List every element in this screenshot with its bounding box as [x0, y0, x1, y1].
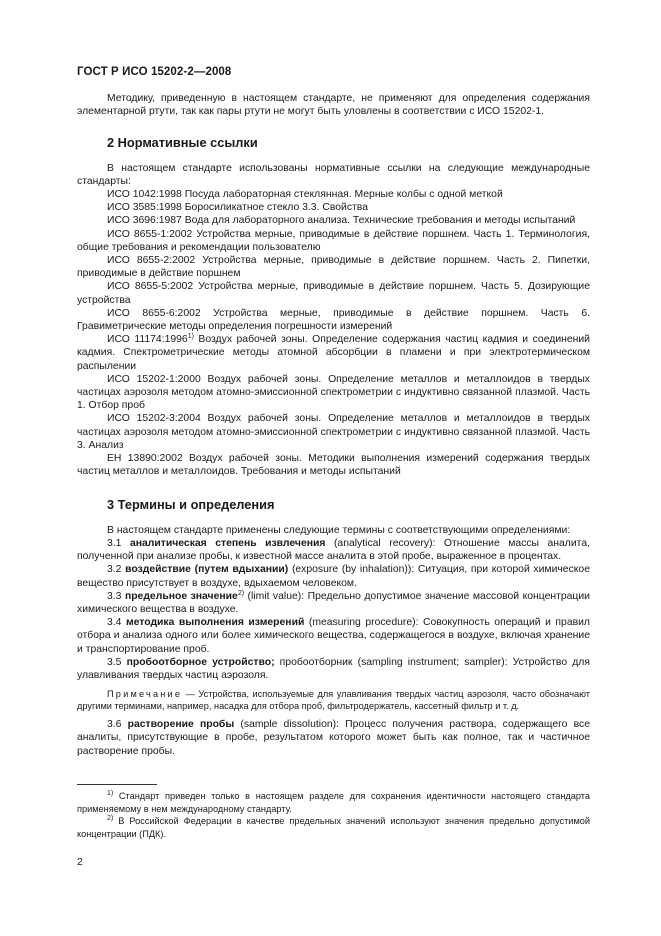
term-number: 3.6 [107, 719, 128, 731]
term-number: 3.3 [107, 590, 125, 602]
term-name: воздействие (путем вдыхании) [125, 564, 289, 576]
reference-item: ИСО 3585:1998 Боросиликатное стекло 3.3. Свойства [107, 202, 368, 214]
term-3-6 [77, 718, 590, 758]
note-paragraph [77, 688, 590, 712]
footnote-text: В Российской Федерации в качестве предельных значений используют значения предельно допустимой концентрации (ПДК). [77, 816, 590, 839]
term-definition: (sample dissolution): Процесс получения раствора, содержащего все аналиты, присутствующие в пробе, результатом которого может быть как полное, так и частичное растворение пробы. [77, 719, 590, 757]
reference-code: ИСО 11174:1996 [107, 334, 188, 346]
reference-item: ИСО 8655-2:2002 Устройства мерные, приводимые в действие поршнем. Часть 2. Пипетки, приводимые в действие поршнем [77, 255, 590, 280]
term-number: 3.4 [107, 617, 126, 629]
page-number: 2 [77, 856, 83, 868]
term-3-4 [77, 616, 590, 656]
term-3-3 [77, 590, 590, 616]
term-3-2 [77, 563, 590, 589]
reference-text: Воздух рабочей зоны. Определение содержания частиц кадмия и соединений кадмия. Спектрометрические методы атомной абсорбции в пламени и при электротермическом распылении [77, 334, 590, 372]
footnote-2 [77, 815, 590, 840]
term-definition: (measuring procedure): Совокупность операций и правил отбора и анализа одного или более химического вещества, содержащегося в воздухе, включая хранение и транспортирование проб. [77, 617, 590, 655]
reference-item: ЕН 13890:2002 Воздух рабочей зоны. Методики выполнения измерений содержания твердых частиц металлов и металлоидов. Требования и методы испытаний [77, 453, 590, 478]
footnote-divider [77, 784, 157, 785]
term-definition: пробоотборник (sampling instrument; sampler): Устройство для улавливания твердых частиц аэрозоля. [77, 656, 590, 681]
term-definition: (analytical recovery): Отношение массы аналита, полученной при анализе пробы, к известной массе аналита в этой пробе, выраженное в процентах. [77, 537, 590, 563]
section-3-lead: В настоящем стандарте применены следующие термины с соответствующими определениями: [107, 524, 571, 536]
document-header: ГОСТ Р ИСО 15202-2—2008 [77, 66, 232, 78]
reference-item: ИСО 8655-6:2002 Устройства мерные, приводимые в действие поршнем. Часть 6. Гравиметрические методы определения погрешности измерений [77, 307, 590, 333]
section-2-lead: В настоящем стандарте использованы нормативные ссылки на следующие международные стандарты: [77, 162, 590, 187]
footnote-marker: 2) [237, 589, 245, 597]
footnote-marker: 2) [107, 815, 114, 823]
term-definition: (limit value): Предельно допустимое значение массовой концентрации химического вещества в воздухе. [77, 590, 590, 615]
footnote-text: Стандарт приведен только в настоящем разделе для сохранения идентичности настоящего стандарта применяемому в нем международному стандарту. [77, 791, 590, 814]
intro-paragraph: Методику, приведенную в настоящем стандарте, не применяют для определения содержания элементарной ртути, так как пары ртути не могут быть уловлены в соответствии с ИСО 15202-1. [77, 93, 590, 118]
term-name: аналитическая степень извлечения [129, 537, 326, 549]
term-name: растворение пробы [127, 719, 235, 731]
term-3-1 [77, 537, 590, 563]
term-name: пробоотборное устройство; [126, 656, 275, 668]
reference-item: ИСО 1042:1998 Посуда лабораторная стеклянная. Мерные колбы с одной меткой [107, 189, 503, 201]
term-name: методика выполнения измерений [125, 617, 305, 629]
footnote-marker: 1) [187, 333, 194, 341]
term-3-5 [77, 656, 590, 682]
footnote-1 [77, 790, 590, 815]
note-label: Примечание [107, 689, 183, 700]
reference-item: ИСО 3696:1987 Вода для лабораторного анализа. Технические требования и методы испытаний [107, 215, 576, 227]
reference-item: ИСО 8655-5:2002 Устройства мерные, приводимые в действие поршнем. Часть 5. Дозирующие устройства [77, 281, 590, 306]
term-number: 3.5 [107, 656, 127, 668]
term-number: 3.1 [107, 537, 130, 549]
term-name: предельное значение [124, 590, 238, 602]
note-text: — Устройства, используемые для улавливания твердых частиц аэрозоля, часто обозначают другими терминами, например, насадка для отбора проб, фильтродержатель, кассетный фильтр и т. д. [77, 689, 590, 712]
footnote-marker: 1) [107, 790, 114, 797]
reference-item: ИСО 15202-1:2000 Воздух рабочей зоны. Определение металлов и металлоидов в твердых частицах аэрозоля методом атомно-эмиссионной спектрометрии с индуктивно связанной плазмой. Часть 1. Отбор проб [77, 373, 590, 412]
page-content [77, 92, 590, 758]
footnotes [77, 790, 590, 840]
section-2-heading: 2 Нормативные ссылки [107, 135, 258, 151]
section-3-heading: 3 Термины и определения [107, 497, 275, 513]
reference-item: ИСО 15202-3:2004 Воздух рабочей зоны. Определение металлов и металлоидов в твердых частицах аэрозоля методом атомно-эмиссионной спектрометрии с индуктивно связанной плазмой. Часть 3. Анализ [77, 413, 590, 451]
reference-item: ИСО 8655-1:2002 Устройства мерные, приводимые в действие поршнем. Часть 1. Терминология, общие требования и рекомендации пользователю [77, 228, 590, 253]
reference-item-iso-11174 [77, 333, 590, 373]
term-definition: (exposure (by inhalation)): Ситуация, при которой химическое вещество присутствует в воздухе, вдыхаемом человеком. [77, 564, 590, 589]
term-number: 3.2 [107, 564, 126, 576]
